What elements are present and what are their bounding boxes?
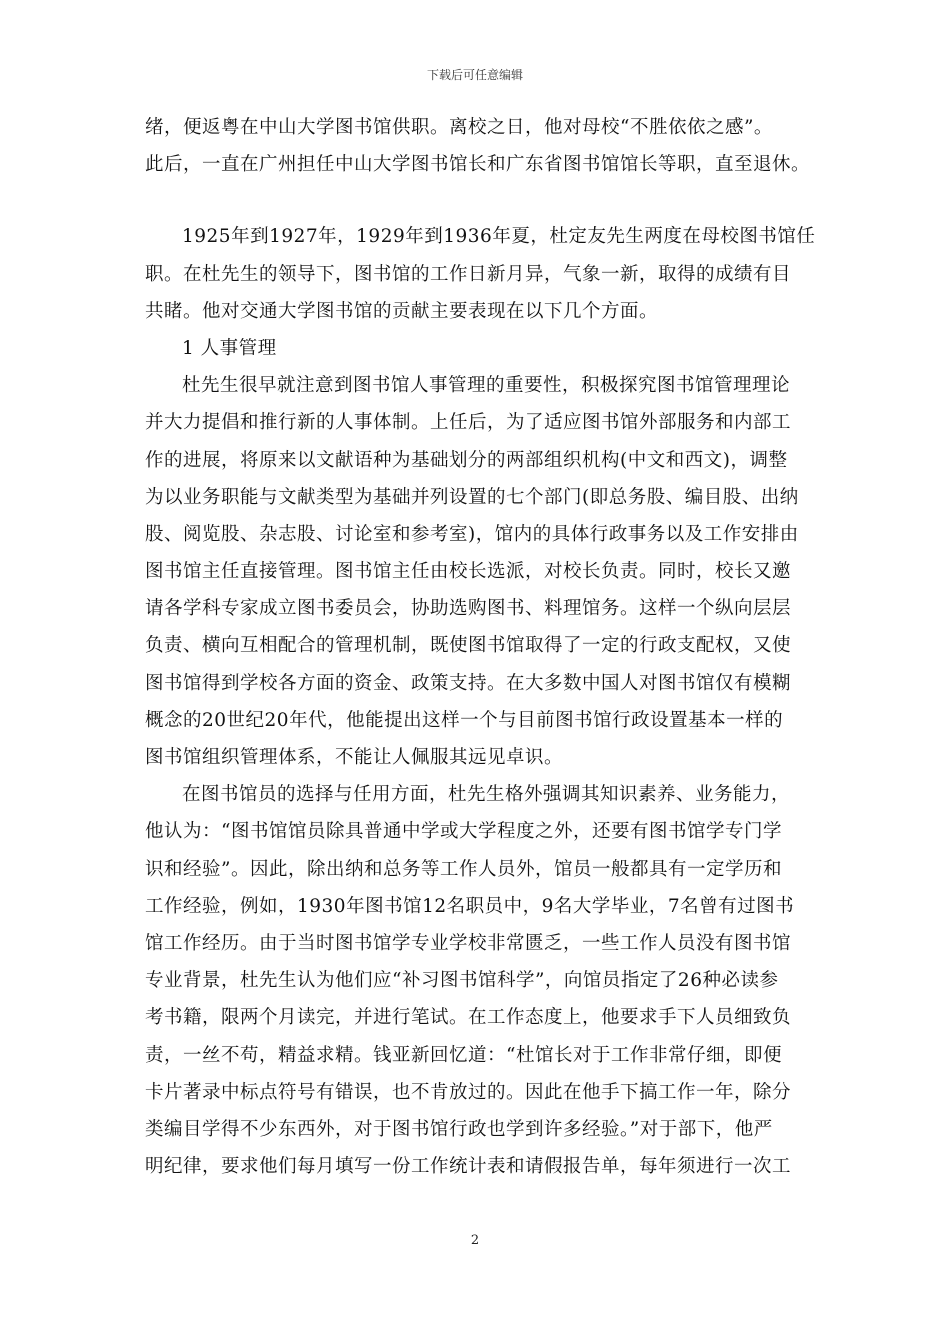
text-line: 类编目学得不少东西外，对于图书馆行政也学到许多经验。”对于部下，他严 <box>145 1118 773 1140</box>
text-line: 作的进展，将原来以文献语种为基础划分的两部组织机构(中文和西文)，调整 <box>145 449 788 471</box>
text-line: 图书馆组织管理体系，不能让人佩服其远见卓识。 <box>145 747 564 768</box>
text-line: 图书馆得到学校各方面的资金、政策支持。在大多数中国人对图书馆仅有模糊 <box>145 672 792 694</box>
text-line: 专业背景，杜先生认为他们应“补习图书馆科学”，向馆员指定了26种必读参 <box>145 970 779 992</box>
text-line: 杜先生很早就注意到图书馆人事管理的重要性，积极探究图书馆管理理论 <box>182 375 791 397</box>
text-line: 请各学科专家成立图书委员会，协助选购图书、料理馆务。这样一个纵向层层 <box>145 598 792 620</box>
text-line: 1925年到1927年，1929年到1936年夏，杜定友先生两度在母校图书馆任 <box>182 226 816 248</box>
text-line: 识和经验”。因此，除出纳和总务等工作人员外，馆员一般都具有一定学历和 <box>145 858 782 880</box>
text-line: 为以业务职能与文献类型为基础并列设置的七个部门(即总务股、编目股、出纳 <box>145 486 799 508</box>
text-line: 绪，便返粤在中山大学图书馆供职。离校之日，他对母校“不胜依依之感”。 <box>145 117 773 138</box>
text-line: 卡片著录中标点符号有错误，也不肯放过的。因此在他手下搞工作一年，除分 <box>145 1081 792 1103</box>
section-heading <box>145 337 810 374</box>
text-line: 在图书馆员的选择与任用方面，杜先生格外强调其知识素养、业务能力， <box>182 784 791 806</box>
paragraph-staff-selection <box>145 783 810 1192</box>
paragraph-personnel <box>145 374 810 783</box>
text-line: 概念的20世纪20年代，他能提出这样一个与目前图书馆行政设置基本一样的 <box>145 709 784 731</box>
text-line: 并大力提倡和推行新的人事体制。上任后，为了适应图书馆外部服务和内部工 <box>145 412 792 434</box>
paragraph-intro <box>145 225 816 337</box>
paragraph-continuation <box>145 116 810 190</box>
text-line: 馆工作经历。由于当时图书馆学专业学校非常匮乏，一些工作人员没有图书馆 <box>145 932 792 954</box>
text-line: 图书馆主任直接管理。图书馆主任由校长选派，对校长负责。同时，校长又邀 <box>145 561 792 583</box>
text-line: 他认为：“图书馆馆员除具普通中学或大学程度之外，还要有图书馆学专门学 <box>145 821 782 843</box>
paragraph-spacer <box>145 190 810 225</box>
text-line: 此后，一直在广州担任中山大学图书馆长和广东省图书馆馆长等职，直至退休。 <box>145 154 811 176</box>
text-line: 工作经验，例如，1930年图书馆12名职员中，9名大学毕业，7名曾有过图书 <box>145 895 795 917</box>
section-title: 1 人事管理 <box>182 337 277 359</box>
page-number: 2 <box>470 1233 480 1248</box>
text-line: 责，一丝不苟，精益求精。钱亚新回忆道：“杜馆长对于工作非常仔细，即便 <box>145 1044 782 1066</box>
text-line: 职。在杜先生的领导下，图书馆的工作日新月异，气象一新，取得的成绩有目 <box>145 263 792 285</box>
page-header: 下载后可任意编辑 <box>426 68 523 82</box>
text-line: 股、阅览股、杂志股、讨论室和参考室)，馆内的具体行政事务以及工作安排由 <box>145 523 799 545</box>
text-line: 明纪律，要求他们每月填写一份工作统计表和请假报告单，每年须进行一次工 <box>145 1156 792 1178</box>
text-line: 负责、横向互相配合的管理机制，既使图书馆取得了一定的行政支配权，又使 <box>145 635 792 657</box>
document-body <box>145 116 816 1192</box>
text-line: 共睹。他对交通大学图书馆的贡献主要表现在以下几个方面。 <box>145 300 659 322</box>
text-line: 考书籍，限两个月读完，并进行笔试。在工作态度上，他要求手下人员细致负 <box>145 1007 792 1029</box>
